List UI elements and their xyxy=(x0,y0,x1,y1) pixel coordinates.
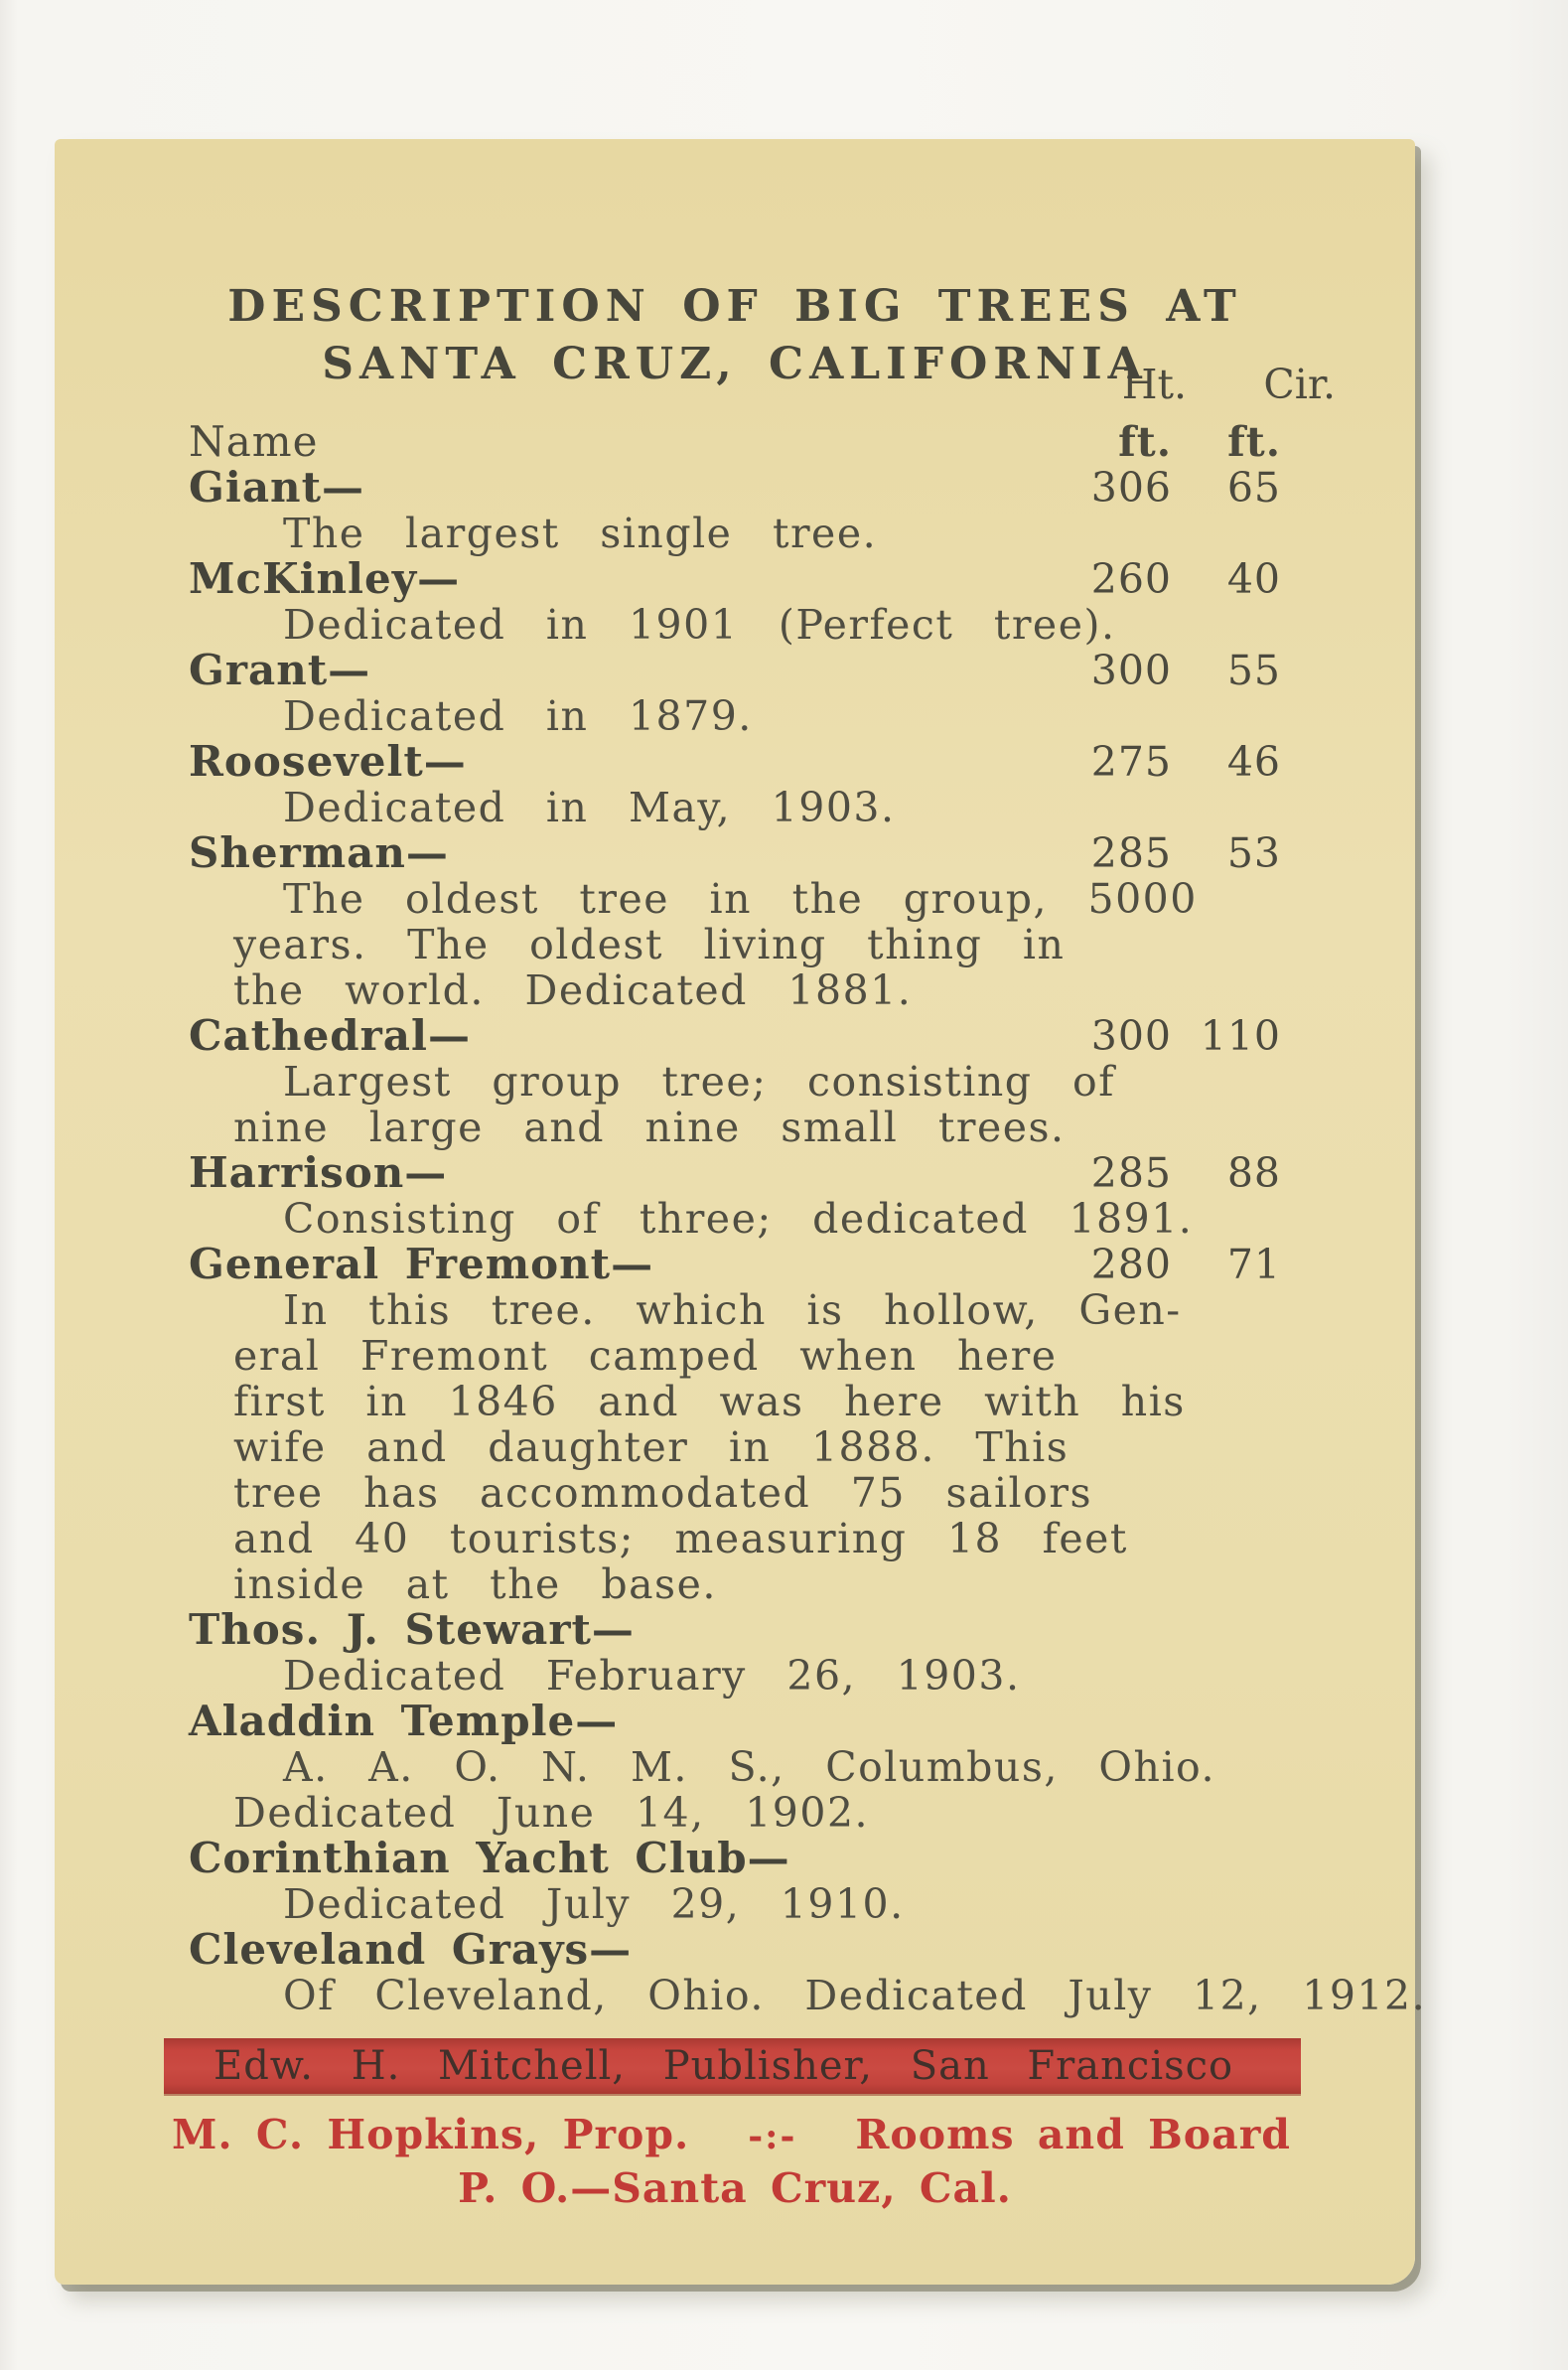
tree-description-line: nine large and nine small trees. xyxy=(233,1104,1066,1151)
tree-entry xyxy=(189,1836,1360,1927)
tree-entry xyxy=(189,830,1360,1013)
tree-description-line: Dedicated in May, 1903. xyxy=(283,784,896,831)
tree-list xyxy=(189,463,1427,2019)
tree-description xyxy=(233,602,1360,648)
tree-description-line: Of Cleveland, Ohio. Dedicated July 12, 1912. xyxy=(283,1972,1427,2019)
tree-row xyxy=(189,1927,1360,1973)
tree-row xyxy=(189,465,1360,511)
tree-name: General Fremont— xyxy=(189,1240,654,1288)
tree-description xyxy=(233,1196,1360,1242)
tree-description-line: Largest group tree; consisting of xyxy=(283,1058,1115,1106)
post-office-address: P. O.—Santa Cruz, Cal. xyxy=(458,2164,1012,2212)
tree-row xyxy=(189,830,1360,876)
tree-row xyxy=(189,648,1360,693)
footer-separator: -:- xyxy=(748,2116,797,2157)
tree-circumference-value: 65 xyxy=(1226,464,1281,512)
proprietor-label: M. C. Hopkins, Prop. xyxy=(172,2111,690,2158)
tree-description xyxy=(233,1744,1360,1836)
tree-height-value: 300 xyxy=(1090,1012,1172,1060)
tree-height-value: 285 xyxy=(1090,829,1172,877)
tree-entry xyxy=(189,1150,1360,1242)
tree-circumference-value: 40 xyxy=(1226,555,1281,603)
tree-description xyxy=(233,1972,1427,2019)
tree-description xyxy=(233,1653,1360,1699)
postcard-content xyxy=(55,139,1427,2212)
circumference-unit-label: ft. xyxy=(1227,418,1281,466)
tree-description-line: Dedicated June 14, 1902. xyxy=(233,1789,870,1837)
tree-circumference-value: 110 xyxy=(1200,1012,1281,1060)
tree-description-line: The oldest tree in the group, 5000 xyxy=(283,875,1198,923)
tree-entry xyxy=(189,1699,1360,1836)
tree-height-value: 275 xyxy=(1090,738,1172,786)
tree-name: Cleveland Grays— xyxy=(189,1925,633,1974)
tree-height-value: 260 xyxy=(1090,555,1172,603)
tree-description-line: A. A. O. N. M. S., Columbus, Ohio. xyxy=(283,1743,1216,1791)
tree-description xyxy=(233,1287,1360,1607)
tree-description xyxy=(233,1881,1360,1927)
tree-circumference-value: 55 xyxy=(1226,647,1281,694)
postcard xyxy=(55,139,1427,2285)
tree-description-line: years. The oldest living thing in xyxy=(233,921,1066,968)
tree-circumference-value: 46 xyxy=(1226,738,1281,786)
rooms-and-board-label: Rooms and Board xyxy=(855,2111,1291,2158)
tree-name: Aladdin Temple— xyxy=(189,1697,619,1745)
tree-row xyxy=(189,1013,1360,1059)
tree-description-line: Dedicated July 29, 1910. xyxy=(283,1880,905,1928)
tree-height-value: 300 xyxy=(1090,647,1172,694)
tree-name: Thos. J. Stewart— xyxy=(189,1605,635,1654)
tree-description-line: eral Fremont camped when here xyxy=(233,1332,1058,1380)
tree-height-value: 306 xyxy=(1090,464,1172,512)
tree-circumference-value: 88 xyxy=(1226,1149,1281,1197)
tree-row xyxy=(189,1242,1360,1287)
tree-description-line: first in 1846 and was here with his xyxy=(233,1378,1186,1425)
tree-name: Giant— xyxy=(189,463,364,512)
tree-row xyxy=(189,1607,1360,1653)
tree-entry xyxy=(189,739,1360,830)
tree-entry xyxy=(189,648,1360,739)
column-header-height: Ht. xyxy=(1121,361,1187,408)
tree-description xyxy=(233,1059,1360,1150)
tree-description-line: wife and daughter in 1888. This xyxy=(233,1423,1069,1471)
publisher-strike-band xyxy=(164,2038,1301,2094)
tree-row xyxy=(189,556,1360,602)
tree-row xyxy=(189,1699,1360,1744)
tree-entry xyxy=(189,556,1360,648)
title-line-2: SANTA CRUZ, CALIFORNIA xyxy=(322,339,1148,389)
tree-description-line: Dedicated in 1879. xyxy=(283,692,753,740)
height-unit-label: ft. xyxy=(1118,418,1172,466)
tree-name: Sherman— xyxy=(189,828,449,877)
tree-description xyxy=(233,511,1360,556)
footer-row xyxy=(172,2112,1291,2159)
tree-description xyxy=(233,876,1360,1013)
tree-row xyxy=(189,1150,1360,1196)
publisher-line: Edw. H. Mitchell, Publisher, San Francisco xyxy=(214,2043,1234,2089)
tree-entry xyxy=(189,1242,1360,1607)
tree-height-value: 285 xyxy=(1090,1149,1172,1197)
tree-name: McKinley— xyxy=(189,554,461,603)
tree-description xyxy=(233,693,1360,739)
tree-name: Cathedral— xyxy=(189,1011,471,1060)
table-header-row xyxy=(189,419,1360,465)
tree-entry xyxy=(189,465,1360,556)
tree-description-line: the world. Dedicated 1881. xyxy=(233,966,913,1014)
tree-description-line: Dedicated February 26, 1903. xyxy=(283,1652,1021,1700)
tree-name: Corinthian Yacht Club— xyxy=(189,1834,790,1882)
tree-description-line: inside at the base. xyxy=(233,1560,717,1608)
column-header-circumference: Cir. xyxy=(1263,361,1336,408)
title-line-1: DESCRIPTION OF BIG TREES AT xyxy=(227,281,1242,332)
tree-entry xyxy=(189,1607,1360,1699)
tree-description-line: In this tree. which is hollow, Gen- xyxy=(283,1286,1182,1334)
name-column-label: Name xyxy=(189,417,319,466)
tree-circumference-value: 71 xyxy=(1226,1241,1281,1288)
tree-row xyxy=(189,739,1360,785)
tree-description-line: Dedicated in 1901 (Perfect tree). xyxy=(283,601,1116,649)
tree-name: Grant— xyxy=(189,646,371,694)
tree-description xyxy=(233,785,1360,830)
tree-circumference-value: 53 xyxy=(1226,829,1281,877)
tree-height-value: 280 xyxy=(1090,1241,1172,1288)
tree-entry xyxy=(189,1925,1427,2019)
tree-entry xyxy=(189,1013,1360,1150)
tree-name: Roosevelt— xyxy=(189,737,467,786)
tree-description-line: tree has accommodated 75 sailors xyxy=(233,1469,1092,1517)
tree-name: Harrison— xyxy=(189,1148,448,1197)
tree-description-line: Consisting of three; dedicated 1891. xyxy=(283,1195,1194,1243)
tree-description-line: The largest single tree. xyxy=(283,510,878,557)
tree-row xyxy=(189,1836,1360,1881)
tree-description-line: and 40 tourists; measuring 18 feet xyxy=(233,1515,1128,1562)
